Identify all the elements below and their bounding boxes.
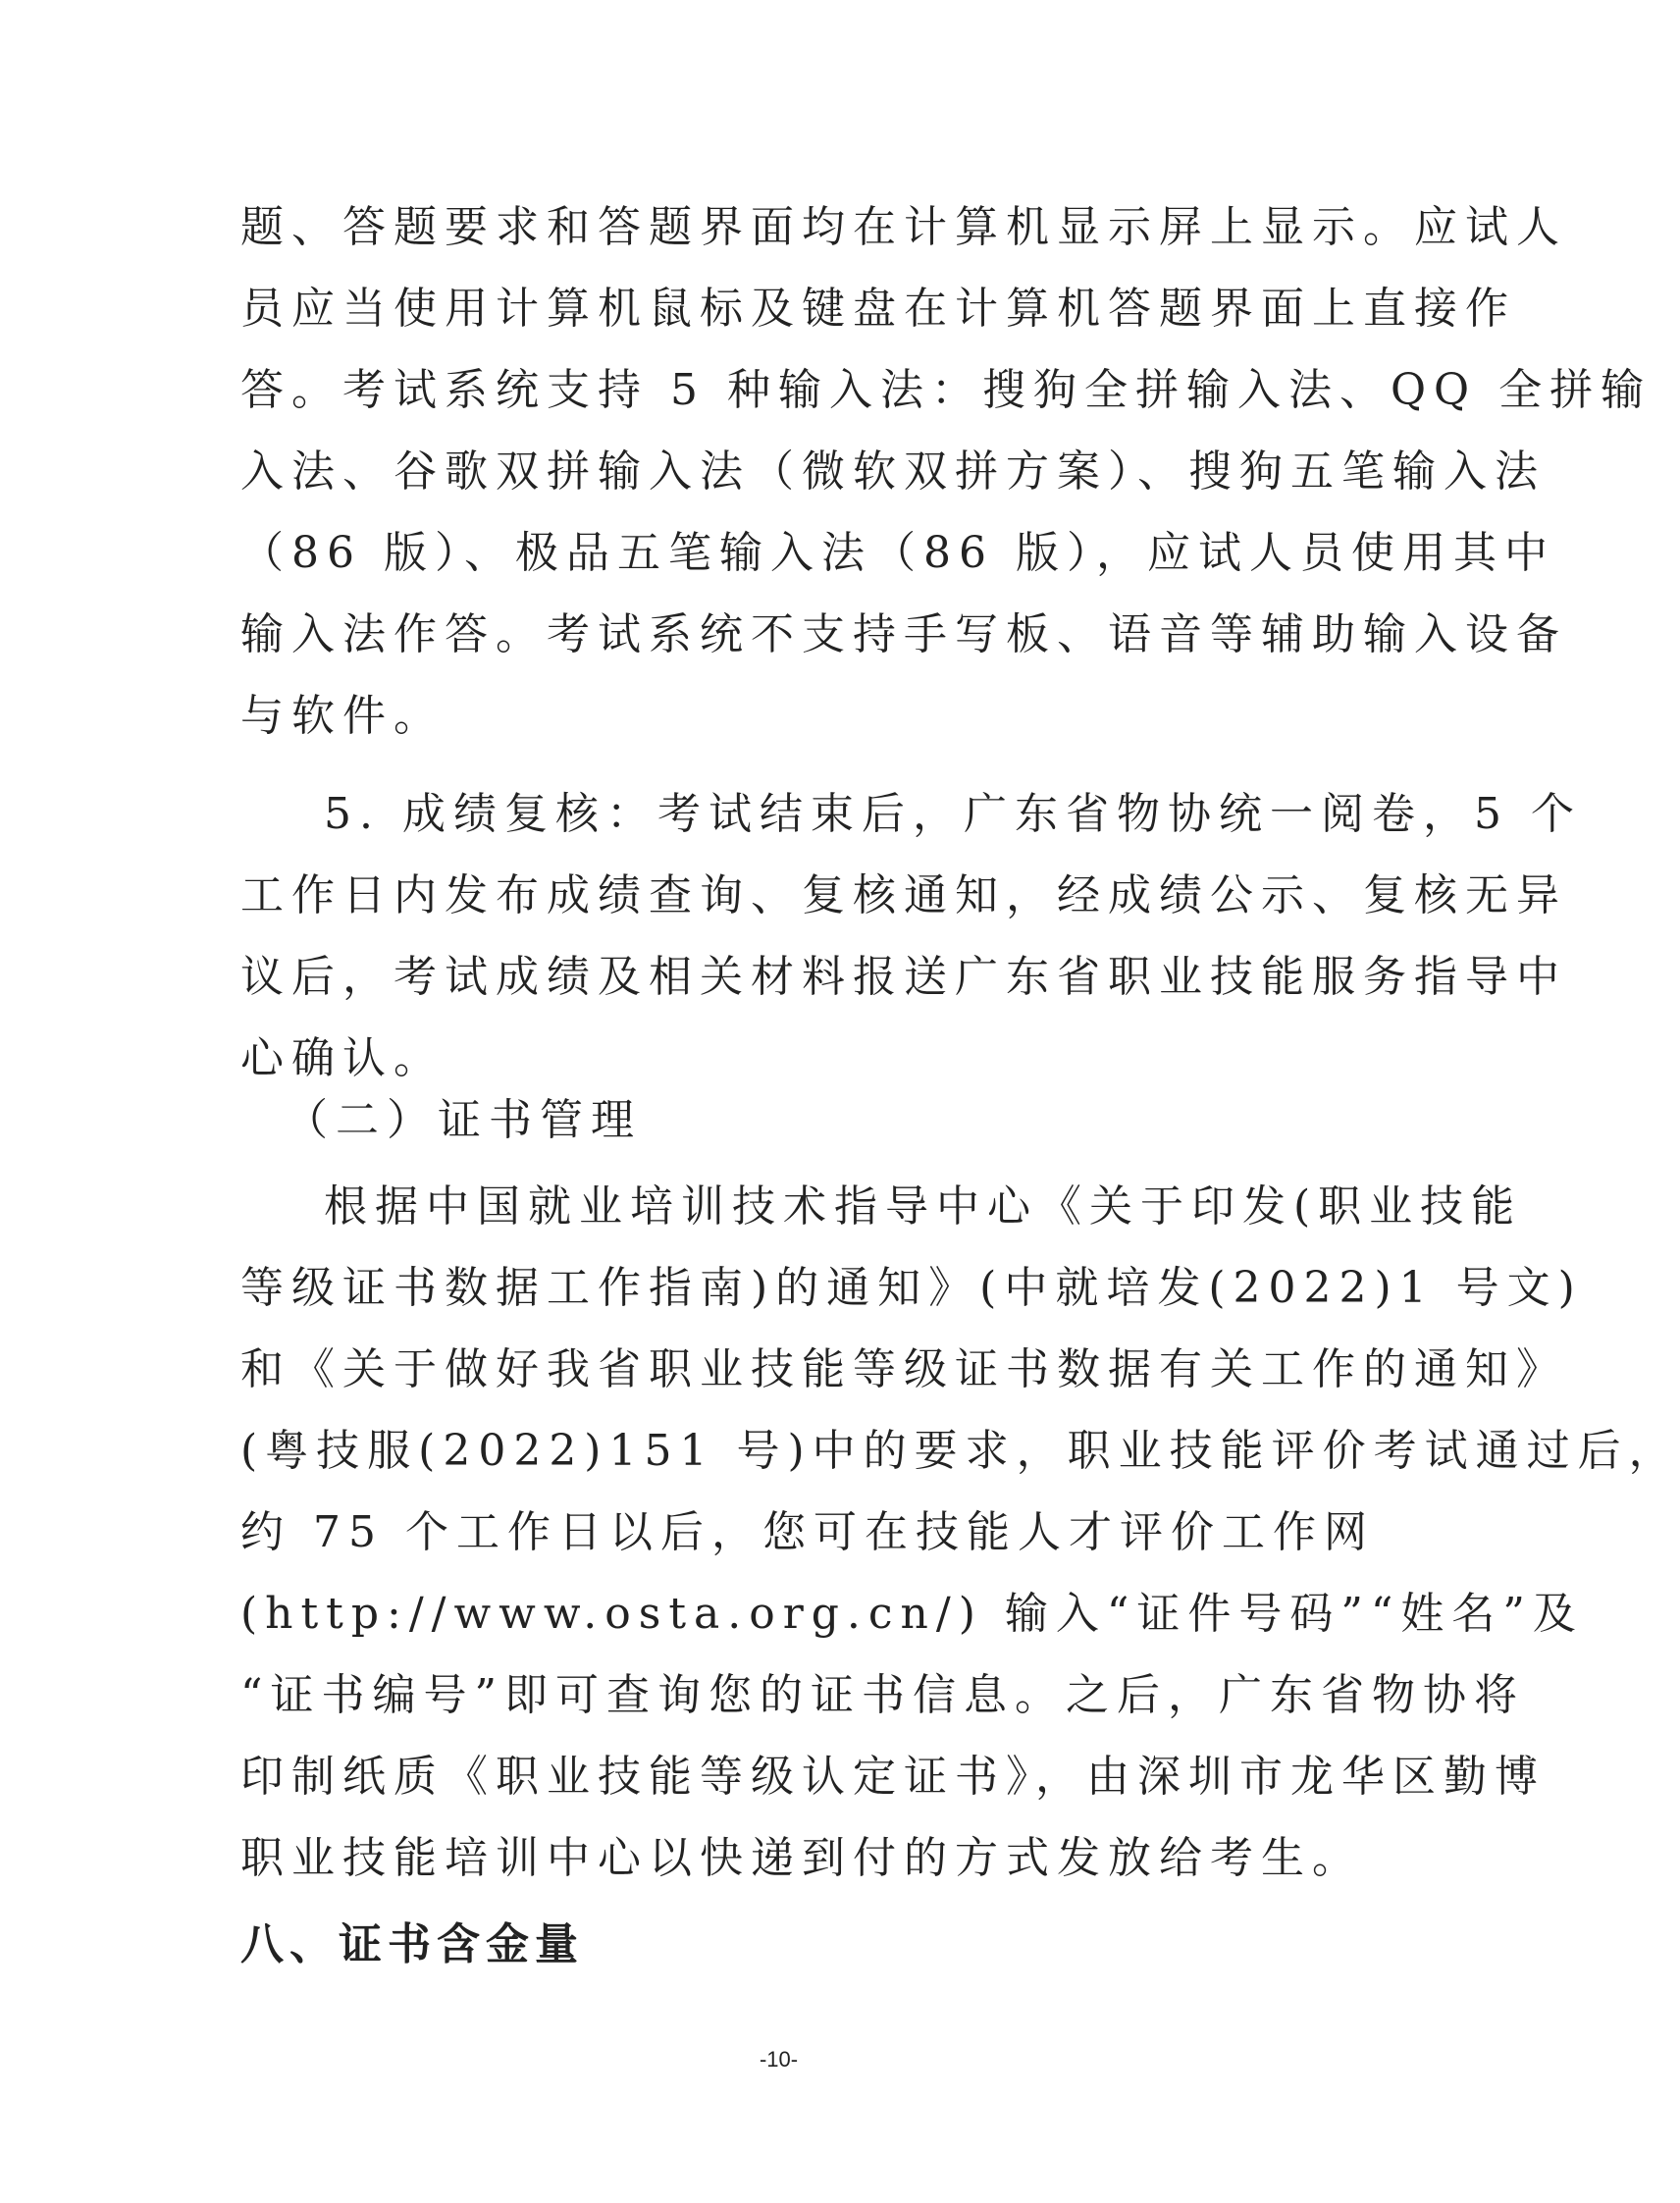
section-heading: 八、证书含金量 <box>240 1919 584 1969</box>
page-number: -10- <box>759 2047 799 2072</box>
body-text-line: 根据中国就业培训技术指导中心《关于印发(职业技能 <box>324 1181 1523 1232</box>
body-text-line: 和《关于做好我省职业技能等级证书数据有关工作的通知》 <box>240 1344 1567 1394</box>
body-text-line: (http://www.osta.org.cn/) 输入“证件号码”“姓名”及 <box>240 1589 1584 1639</box>
body-text-line: 议后，考试成绩及相关材料报送广东省职业技能服务指导中 <box>240 952 1567 1002</box>
body-text-line: 答。考试系统支持 5 种输入法：搜狗全拼输入法、QQ 全拼输 <box>240 365 1653 415</box>
body-text-line: 等级证书数据工作指南)的通知》(中就培发(2022)1 号文) <box>240 1263 1583 1313</box>
subsection-heading: （二）证书管理 <box>285 1095 642 1145</box>
body-text-line: 约 75 个工作日以后，您可在技能人才评价工作网 <box>240 1507 1375 1557</box>
body-text-line: 心确认。 <box>240 1033 445 1083</box>
body-text-line: 输入法作答。考试系统不支持手写板、语音等辅助输入设备 <box>240 609 1567 659</box>
body-text-line: (粤技服(2022)151 号)中的要求，职业技能评价考试通过后， <box>240 1426 1680 1476</box>
body-text-line: 题、答题要求和答题界面均在计算机显示屏上显示。应试人 <box>240 202 1567 252</box>
body-text-line: 职业技能培训中心以快递到付的方式发放给考生。 <box>240 1833 1363 1883</box>
body-text-line: 入法、谷歌双拼输入法（微软双拼方案）、搜狗五笔输入法 <box>240 446 1546 497</box>
body-text-line: “证书编号”即可查询您的证书信息。之后，广东省物协将 <box>240 1670 1525 1720</box>
body-text-line: 工作日内发布成绩查询、复核通知，经成绩公示、复核无异 <box>240 870 1567 920</box>
body-text-line: （86 版）、极品五笔输入法（86 版），应试人员使用其中 <box>240 528 1555 578</box>
body-text-line: 与软件。 <box>240 691 445 741</box>
body-text-line: 5. 成绩复核：考试结束后，广东省物协统一阅卷，5 个 <box>324 789 1582 839</box>
body-text-line: 印制纸质《职业技能等级认定证书》，由深圳市龙华区勤博 <box>240 1752 1546 1802</box>
body-text-line: 员应当使用计算机鼠标及键盘在计算机答题界面上直接作 <box>240 284 1516 334</box>
